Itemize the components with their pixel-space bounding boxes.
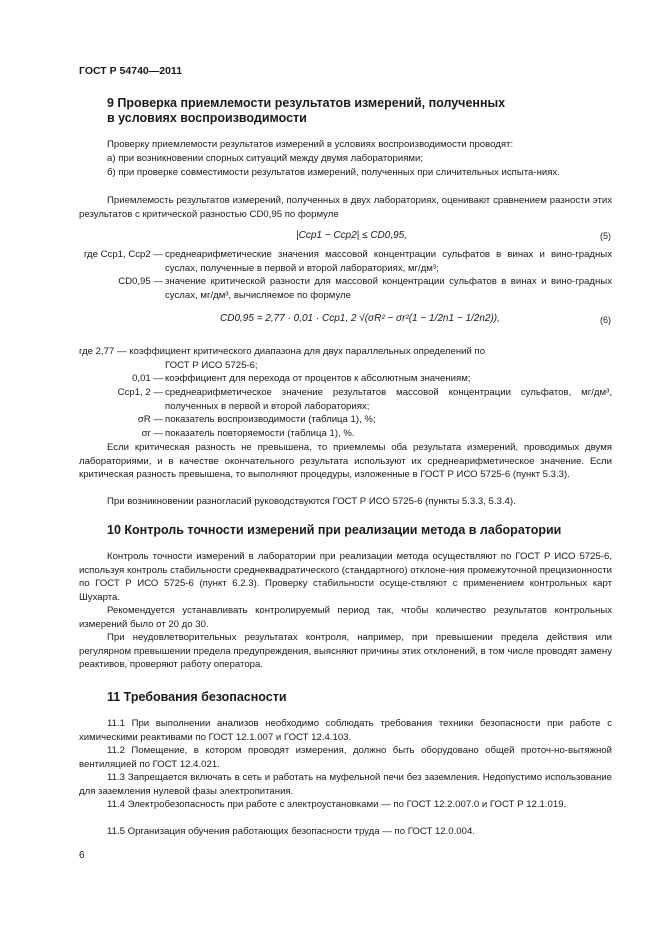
s9-item-a: а) при возникновении спорных ситуаций между двумя лабораториями; (107, 153, 424, 164)
formula-5: |Cср1 − Cср2| ≤ CD0,95, (296, 230, 408, 241)
def-6-text: показатель воспроизводимости (таблица 1), %; (165, 414, 376, 425)
def-1-term: где Cср1, Cср2 — (83, 249, 163, 260)
s10-paragraph-3: При неудовлетворительных результатах контроля, например, при превышении предела действия или регулярном превышении предела предупреждения, выясняют причины этих отклонений, в том числе проводят замену реактивов, проверяют работу оператора. (79, 632, 612, 671)
def-6-term: σR — (137, 414, 163, 425)
def-7-text: показатель повторяемости (таблица 1), %. (165, 428, 355, 439)
s9-paragraph-1: Проверку приемлемости результатов измерений в условиях воспроизводимости проводят: (107, 139, 514, 150)
s10-paragraph-1: Контроль точности измерений в лаборатории при реализации метода осуществляют по ГОСТ Р ИСО 5725-6, используя контроль стабильности среднеквадратического (стандартного) отклоне-ния промежуточной прецизионности по ГОСТ Р ИСО 5725-6 (пункт 6.2.3). Проверку стабильности осуще-ствляют с применением контрольных карт Шухарта. (79, 551, 612, 603)
s9-paragraph-5: Если критическая разность не превышена, то приемлемы оба результата измерений, проводимых двумя лабораториями, и в качестве окончательного результата используют их среднеарифметическое значение. Если критическая разность превышена, то выполняют процедуры, изложенные в ГОСТ Р ИСО 5725-6 (пункт 5.3.3). (79, 442, 612, 481)
formula-6-number: (6) (600, 315, 611, 325)
s11-item-4: 11.4 Электробезопасность при работе с электроустановками — по ГОСТ 12.2.007.0 и ГОСТ Р 12.1.019. (107, 799, 567, 810)
s11-item-5: 11.5 Организация обучения работающих безопасности труда — по ГОСТ 12.0.004. (107, 826, 475, 837)
def-1-text: среднеарифметические значения массовой концентрации сульфатов в винах и вино-градных суслах, полученные в первой и второй лабораториях, мг/дм³; (165, 249, 612, 274)
def-5-text: среднеарифметическое значение результатов массовой концентрации сульфатов, мг/дм³, полученных в первой и второй лабораториях; (165, 387, 612, 412)
s11-item-2: 11.2 Помещение, в котором проводят измерения, должно быть оборудовано общей проточ-но-вытяжной вентиляцией по ГОСТ 12.4.021. (79, 745, 612, 770)
document-header: ГОСТ Р 54740—2011 (79, 65, 183, 77)
def-4-text: коэффициент для перехода от процентов к абсолютным значениям; (165, 373, 471, 384)
def-3-text: где 2,77 — коэффициент критического диапазона для двух параллельных определений по (79, 346, 486, 357)
def-7-term: σr — (141, 428, 163, 439)
def-4-term: 0,01 — (132, 373, 163, 384)
section-10-title: 10 Контроль точности измерений при реализации метода в лаборатории (107, 523, 562, 537)
def-3-text-cont: ГОСТ Р ИСО 5725-6; (165, 360, 258, 371)
s11-item-3: 11.3 Запрещается включать в сеть и работать на муфельной печи без заземления. Недопустимо использование для заземления нулевой фазы электропитания. (79, 772, 612, 797)
def-2-term: CD0,95 — (118, 276, 163, 287)
s9-paragraph-6: При возникновении разногласий руководствуются ГОСТ Р ИСО 5725-6 (пункты 5.3.3, 5.3.4). (107, 496, 516, 507)
s11-item-1: 11.1 При выполнении анализов необходимо соблюдать требования техники безопасности при работе с химическими реактивами по ГОСТ 12.1.007 и ГОСТ 12.4.103. (79, 718, 612, 743)
formula-5-number: (5) (600, 231, 611, 241)
s9-item-b: б) при проверке совместимости результатов измерений, полученных при сличительных испыта-ниях. (107, 167, 560, 178)
def-5-term: Cср1, 2 — (117, 387, 163, 398)
formula-6: CD0,95 = 2,77 · 0,01 · Cср1, 2 √(σR² − σr²(1 − 1/2n1 − 1/2n2)), (220, 313, 500, 324)
s10-paragraph-2: Рекомендуется устанавливать контролируемый период так, чтобы количество результатов контрольных измерений было от 20 до 30. (79, 605, 612, 630)
section-9-title-line2: в условиях воспроизводимости (107, 111, 307, 125)
section-9-title-line1: 9 Проверка приемлемости результатов измерений, полученных (107, 96, 506, 110)
s9-paragraph-4: Приемлемость результатов измерений, полученных в двух лабораториях, оценивают сравнением разности этих результатов с критической разностью CD0,95 по формуле (79, 195, 612, 220)
section-11-title: 11 Требования безопасности (107, 690, 287, 704)
def-2-text: значение критической разности для массовой концентрации сульфатов в винах и вино-градных суслах, мг/дм³, вычисляемое по формуле (165, 276, 612, 301)
page-number: 6 (79, 850, 85, 861)
